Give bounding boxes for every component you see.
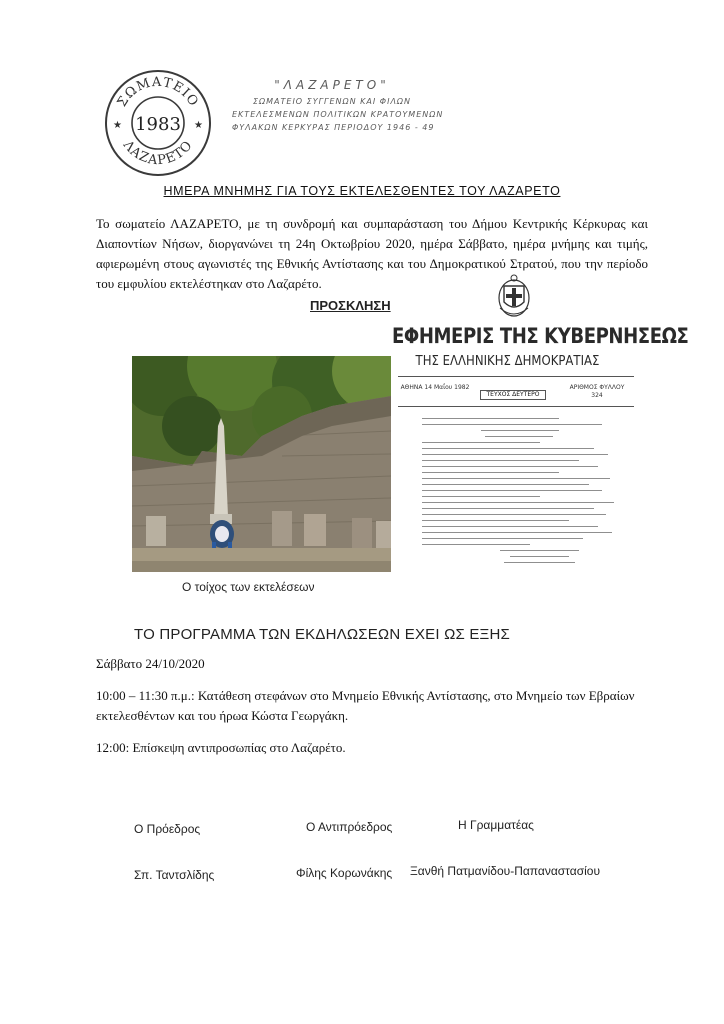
signature-role-vice-president: Ο Αντιπρόεδρος: [306, 820, 393, 834]
government-gazette-clipping: [392, 272, 689, 622]
gazette-body-text: [422, 418, 618, 598]
execution-wall-photo: [132, 356, 391, 572]
gazette-title: ΕΦΗΜΕΡΙΣ ΤΗΣ ΚΥΒΕΡΝΗΣΕΩΣ: [392, 324, 689, 348]
svg-text:★: ★: [113, 120, 122, 131]
gazette-sheet-number: 324: [591, 392, 603, 399]
organization-name: "ΛΑΖΑΡΕΤΟ": [274, 78, 390, 92]
event-date: Σάββατο 24/10/2020: [96, 656, 205, 671]
signature-name-president: Σπ. Ταντσλίδης: [134, 868, 215, 882]
schedule-item: 12:00: Επίσκεψη αντιπροσωπίας στο Λαζαρέτο.: [96, 740, 346, 755]
organization-line: ΦΥΛΑΚΩΝ ΚΕΡΚΥΡΑΣ ΠΕΡΙΟΔΟΥ 1946 - 49: [232, 123, 435, 132]
seal-top-text: ΣΩΜΑΤΕΙΟ: [114, 74, 202, 110]
photo-caption: Ο τοίχος των εκτελέσεων: [182, 580, 315, 594]
organization-line: ΣΩΜΑΤΕΙΟ ΣΥΓΓΕΝΩΝ ΚΑΙ ΦΙΛΩΝ: [252, 97, 412, 106]
program-heading: ΤΟ ΠΡΟΓΡΑΜΜΑ ΤΩΝ ΕΚΔΗΛΩΣΕΩΝ ΕΧΕΙ ΩΣ ΕΞΗΣ: [134, 626, 511, 643]
gazette-sheet: [562, 384, 632, 400]
schedule-item: 10:00 – 11:30 π.μ.: Κατάθεση στεφάνων στο Μνημείο Εθνικής Αντίστασης, στο Μνημείο των Εβραίων εκτελεσθέντων και του ήρωα Κώστα Γεωργάκη.: [96, 688, 635, 723]
invitation-heading: ΠΡΟΣΚΛΗΣΗ: [310, 298, 391, 313]
divider: [398, 406, 634, 407]
seal-bottom-text: ΛΑΖΑΡΕΤΟ: [119, 137, 197, 169]
svg-text:ΛΑΖΑΡΕΤΟ: [119, 137, 196, 168]
association-seal: [103, 68, 213, 178]
gazette-sheet-label: ΑΡΙΘΜΟΣ ΦΥΛΛΟΥ: [569, 384, 625, 391]
signature-role-president: Ο Πρόεδρος: [134, 822, 201, 836]
signature-name-vice-president: Φίλης Κορωνάκης: [296, 866, 393, 880]
seal-year: 1983: [135, 114, 181, 135]
gazette-subtitle: ΤΗΣ ΕΛΛΗΝΙΚΗΣ ΔΗΜΟΚΡΑΤΙΑΣ: [415, 354, 600, 369]
greek-coat-of-arms-icon: [492, 272, 536, 320]
gazette-issue: ΤΕΥΧΟΣ ΔΕΥΤΕΡΟ: [480, 390, 546, 400]
document-title: ΗΜΕΡΑ ΜΝΗΜΗΣ ΓΙΑ ΤΟΥΣ ΕΚΤΕΛΕΣΘΕΝΤΕΣ ΤΟΥ ΛΑΖΑΡΕΤΟ: [163, 184, 561, 198]
divider: [398, 376, 634, 377]
gazette-city-date: ΑΘΗΝΑ 14 Μαΐου 1982: [400, 384, 470, 391]
svg-text:★: ★: [194, 120, 203, 131]
signature-role-secretary: Η Γραμματέας: [458, 818, 534, 832]
intro-paragraph: Το σωματείο ΛΑΖΑΡΕΤΟ, με τη συνδρομή και συμπαράσταση του Δήμου Κεντρικής Κέρκυρας και Διαποντίων Νήσων, διοργανώνει τη 24η Οκτωβρίου 2020, ημέρα Σάββατο, ημέρα μνήμης και τιμής, αφιερωμένη στους αγωνιστές της Εθνικής Αντίστασης και του Δημοκρατικού Στρατού, που την περίοδο του εμφυλίου εκτελέστηκαν στο Λαζαρέτο.: [96, 216, 648, 291]
organization-line: ΕΚΤΕΛΕΣΜΕΝΩΝ ΠΟΛΙΤΙΚΩΝ ΚΡΑΤΟΥΜΕΝΩΝ: [232, 110, 444, 119]
signature-name-secretary: Ξανθή Πατμανίδου-Παπαναστασίου: [410, 864, 601, 878]
organization-header: [232, 78, 444, 134]
